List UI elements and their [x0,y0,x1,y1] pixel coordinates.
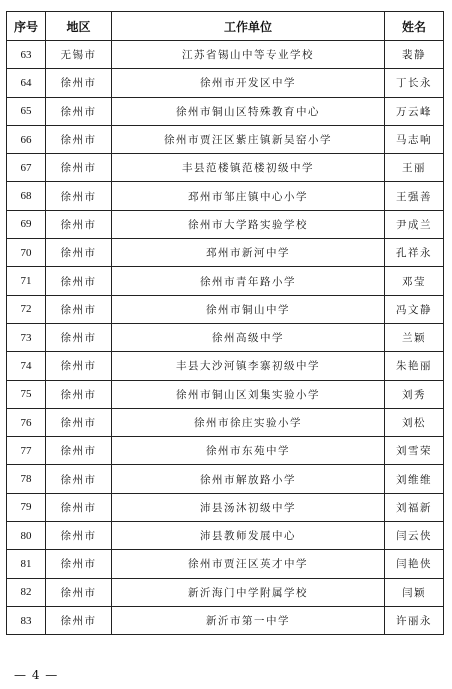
cell-name: 丁长永 [385,69,444,97]
cell-serial-number: 81 [7,550,46,578]
cell-serial-number: 64 [7,69,46,97]
cell-work-unit: 邳州市邹庄镇中心小学 [112,182,385,210]
cell-serial-number: 83 [7,606,46,634]
table-header-row [7,12,444,41]
cell-name: 尹成兰 [385,210,444,238]
cell-region: 徐州市 [46,606,112,634]
table-row [7,408,444,436]
cell-work-unit: 徐州高级中学 [112,323,385,351]
table-row [7,606,444,634]
table-body [7,41,444,635]
cell-name: 刘维维 [385,465,444,493]
cell-name: 马志响 [385,125,444,153]
cell-region: 徐州市 [46,493,112,521]
table-row [7,295,444,323]
table-row [7,380,444,408]
cell-work-unit: 沛县教师发展中心 [112,522,385,550]
cell-work-unit: 徐州市东苑中学 [112,437,385,465]
cell-serial-number: 78 [7,465,46,493]
cell-serial-number: 72 [7,295,46,323]
cell-work-unit: 徐州市徐庄实验小学 [112,408,385,436]
cell-work-unit: 徐州市解放路小学 [112,465,385,493]
cell-region: 徐州市 [46,210,112,238]
cell-serial-number: 76 [7,408,46,436]
cell-name: 闫云侠 [385,522,444,550]
cell-region: 徐州市 [46,97,112,125]
cell-serial-number: 66 [7,125,46,153]
page-number: — 4 — [14,668,59,682]
cell-work-unit: 丰县大沙河镇李寨初级中学 [112,352,385,380]
cell-name: 刘福新 [385,493,444,521]
cell-region: 徐州市 [46,239,112,267]
header-serial-number: 序号 [7,12,46,41]
cell-name: 刘雪荣 [385,437,444,465]
cell-serial-number: 71 [7,267,46,295]
cell-name: 王丽 [385,154,444,182]
cell-region: 徐州市 [46,380,112,408]
cell-region: 徐州市 [46,352,112,380]
cell-serial-number: 75 [7,380,46,408]
table-row [7,267,444,295]
cell-name: 冯文静 [385,295,444,323]
table-row [7,182,444,210]
cell-work-unit: 徐州市大学路实验学校 [112,210,385,238]
cell-region: 徐州市 [46,267,112,295]
cell-serial-number: 79 [7,493,46,521]
cell-work-unit: 徐州市贾汪区紫庄镇新吴窑小学 [112,125,385,153]
cell-serial-number: 70 [7,239,46,267]
cell-serial-number: 77 [7,437,46,465]
cell-name: 许丽永 [385,606,444,634]
cell-work-unit: 新沂市第一中学 [112,606,385,634]
cell-region: 徐州市 [46,154,112,182]
cell-name: 刘松 [385,408,444,436]
table-row [7,437,444,465]
cell-name: 邓莹 [385,267,444,295]
table-row [7,154,444,182]
cell-work-unit: 徐州市贾汪区英才中学 [112,550,385,578]
cell-work-unit: 丰县范楼镇范楼初级中学 [112,154,385,182]
header-name: 姓名 [385,12,444,41]
cell-region: 徐州市 [46,69,112,97]
table-row [7,210,444,238]
cell-work-unit: 徐州市铜山区刘集实验小学 [112,380,385,408]
cell-region: 徐州市 [46,465,112,493]
award-list-table [6,11,444,635]
table-row [7,352,444,380]
cell-work-unit: 徐州市青年路小学 [112,267,385,295]
cell-region: 徐州市 [46,323,112,351]
table-row [7,323,444,351]
cell-region: 徐州市 [46,408,112,436]
cell-serial-number: 67 [7,154,46,182]
header-region: 地区 [46,12,112,41]
table-row [7,493,444,521]
cell-serial-number: 63 [7,41,46,69]
cell-work-unit: 沛县汤沐初级中学 [112,493,385,521]
cell-name: 万云峰 [385,97,444,125]
cell-name: 刘秀 [385,380,444,408]
cell-serial-number: 82 [7,578,46,606]
cell-region: 徐州市 [46,578,112,606]
cell-region: 徐州市 [46,125,112,153]
cell-serial-number: 68 [7,182,46,210]
table-row [7,578,444,606]
header-work-unit: 工作单位 [112,12,385,41]
table-row [7,97,444,125]
award-list-table-container [6,11,443,635]
cell-region: 徐州市 [46,182,112,210]
cell-serial-number: 73 [7,323,46,351]
cell-region: 徐州市 [46,522,112,550]
cell-region: 徐州市 [46,437,112,465]
table-row [7,465,444,493]
cell-name: 裴静 [385,41,444,69]
table-row [7,41,444,69]
cell-name: 兰颖 [385,323,444,351]
cell-work-unit: 徐州市铜山中学 [112,295,385,323]
cell-region: 徐州市 [46,550,112,578]
cell-serial-number: 80 [7,522,46,550]
table-row [7,69,444,97]
cell-work-unit: 新沂海门中学附属学校 [112,578,385,606]
cell-name: 闫颖 [385,578,444,606]
table-row [7,522,444,550]
cell-serial-number: 65 [7,97,46,125]
cell-name: 孔祥永 [385,239,444,267]
cell-name: 朱艳丽 [385,352,444,380]
cell-work-unit: 徐州市开发区中学 [112,69,385,97]
cell-region: 徐州市 [46,295,112,323]
cell-work-unit: 徐州市铜山区特殊教育中心 [112,97,385,125]
cell-serial-number: 69 [7,210,46,238]
table-row [7,550,444,578]
cell-name: 闫艳侠 [385,550,444,578]
cell-work-unit: 邳州市新河中学 [112,239,385,267]
cell-name: 王强善 [385,182,444,210]
cell-region: 无锡市 [46,41,112,69]
cell-serial-number: 74 [7,352,46,380]
cell-work-unit: 江苏省锡山中等专业学校 [112,41,385,69]
table-row [7,239,444,267]
table-row [7,125,444,153]
